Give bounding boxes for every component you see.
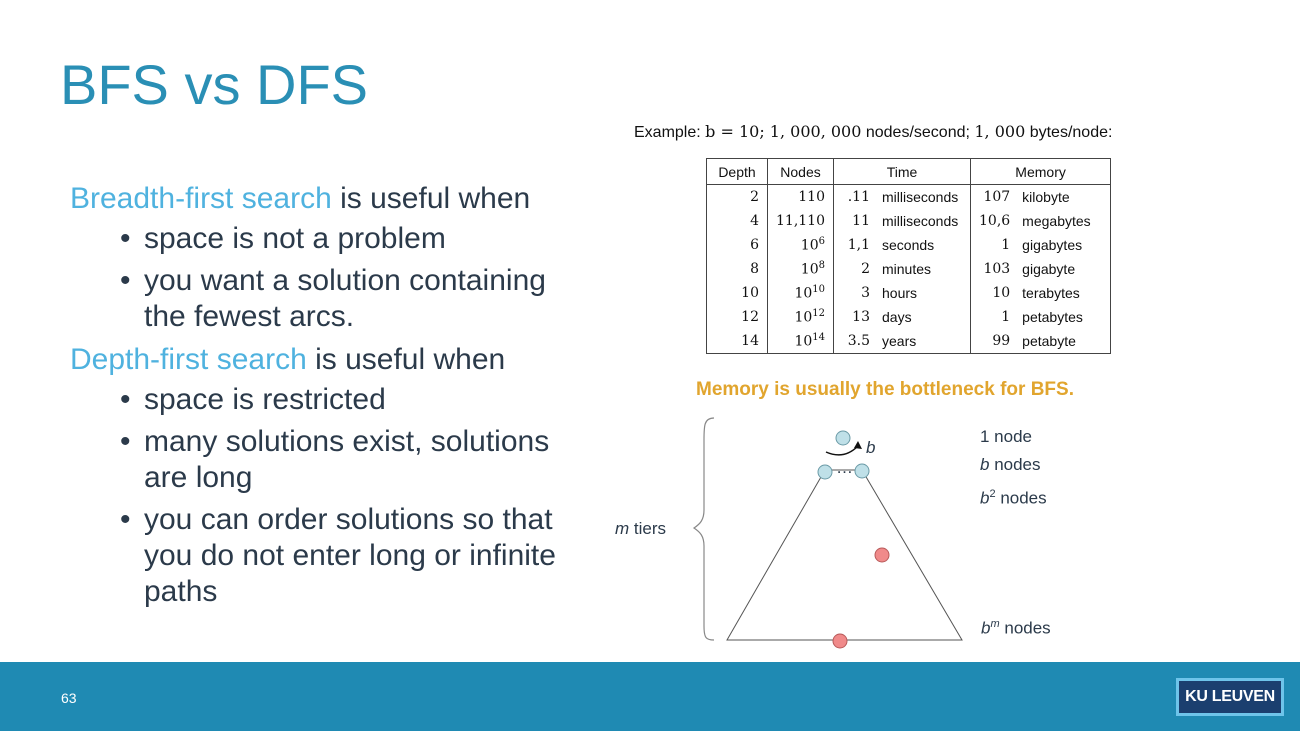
cell-nodes — [768, 329, 834, 354]
tiers-text: tiers — [629, 519, 667, 538]
level-text: nodes — [999, 618, 1051, 638]
cell-depth: 12 — [707, 305, 768, 329]
example-unit-1: nodes/second; — [861, 124, 975, 141]
cell-nodes — [768, 305, 834, 329]
level-text: nodes — [995, 488, 1047, 508]
nodes-exponent: 12 — [812, 308, 825, 320]
nodes-base: 10 — [800, 261, 819, 278]
header-time: Time — [834, 159, 971, 185]
level-var: b — [981, 618, 991, 638]
dfs-heading-rest: is useful when — [306, 343, 506, 376]
cell-depth: 2 — [707, 185, 768, 210]
nodes-base: 110 — [798, 189, 825, 205]
children-ellipsis: … — [836, 458, 853, 477]
table-row — [707, 329, 1111, 354]
cell-memory-unit: petabytes — [1014, 305, 1111, 329]
bfs-tree-diagram — [600, 410, 1300, 667]
bfs-bullet-text: you want a solution containing the fewest arcs. — [144, 264, 546, 333]
cell-depth: 14 — [707, 329, 768, 354]
table-row — [707, 281, 1111, 305]
dfs-heading — [70, 341, 590, 379]
dfs-bullet-list — [70, 382, 590, 610]
root-node — [836, 431, 850, 445]
nodes-base: 10 — [794, 333, 813, 350]
dfs-bullet — [120, 502, 590, 610]
header-depth: Depth — [707, 159, 768, 185]
cell-depth: 4 — [707, 209, 768, 233]
example-math-1: b = 10; 1, 000, 000 — [705, 122, 862, 141]
table-header-row — [707, 159, 1111, 185]
table-row — [707, 305, 1111, 329]
cell-time-value: .11 — [847, 189, 870, 205]
complexity-table — [706, 158, 1111, 354]
bfs-bullet — [120, 263, 590, 335]
cell-time-unit: years — [874, 329, 971, 354]
cell-memory-value: 107 — [983, 189, 1011, 205]
cell-time-value: 1,1 — [847, 237, 870, 253]
cell-memory-unit: petabyte — [1014, 329, 1111, 354]
level-exp — [990, 618, 999, 630]
cell-time-value: 11 — [852, 213, 870, 229]
nodes-exponent: 14 — [812, 332, 825, 344]
cell-nodes — [768, 233, 834, 257]
tree-svg — [600, 410, 1300, 662]
cell-time-value: 2 — [861, 261, 870, 277]
example-math-2: 1, 000 — [974, 122, 1026, 141]
nodes-exponent: 8 — [818, 260, 825, 272]
bullet-glyph: • — [120, 264, 131, 297]
tiers-var: m — [615, 519, 630, 538]
level-text: nodes — [989, 455, 1041, 474]
page-number: 63 — [61, 690, 77, 706]
example-unit-2: bytes/node: — [1025, 124, 1113, 141]
cell-depth: 6 — [707, 233, 768, 257]
bullet-glyph: • — [120, 425, 131, 458]
cell-time-unit: milliseconds — [874, 209, 971, 233]
table-row — [707, 233, 1111, 257]
nodes-exponent: 6 — [818, 236, 825, 248]
tiers-label — [615, 519, 666, 539]
cell-nodes — [768, 185, 834, 210]
cell-memory-unit: gigabyte — [1014, 257, 1111, 281]
content-left — [70, 180, 590, 616]
level-var: b — [980, 488, 990, 508]
cell-memory-value: 10 — [992, 285, 1011, 301]
dfs-bullet-text: many solutions exist, solutions are long — [144, 425, 550, 494]
cell-memory-value: 10,6 — [979, 213, 1011, 229]
bfs-bullet-list — [70, 221, 590, 335]
cell-memory-unit: gigabytes — [1014, 233, 1111, 257]
cell-memory-value: 99 — [971, 329, 1015, 354]
child-node-left — [818, 465, 832, 479]
example-prefix: Example: — [634, 124, 706, 141]
cell-time-unit: milliseconds — [874, 185, 971, 210]
cell-depth: 10 — [707, 281, 768, 305]
bullet-glyph: • — [120, 222, 131, 255]
cell-nodes — [768, 257, 834, 281]
bullet-glyph: • — [120, 383, 131, 416]
nodes-base: 10 — [794, 285, 813, 302]
level-label — [980, 427, 1032, 447]
cell-time-unit: minutes — [874, 257, 971, 281]
dfs-bullet — [120, 424, 590, 496]
table-body — [707, 185, 1111, 354]
tree-triangle — [727, 470, 962, 640]
table-row — [707, 209, 1111, 233]
header-memory: Memory — [971, 159, 1111, 185]
branch-factor-var: b — [866, 438, 876, 457]
cell-depth: 8 — [707, 257, 768, 281]
level-label — [980, 488, 1047, 509]
branch-arrow-head — [854, 441, 862, 449]
cell-time-value: 13 — [852, 309, 870, 325]
dfs-bullet — [120, 382, 590, 418]
bfs-highlight: Breadth-first search — [70, 182, 332, 215]
cell-nodes — [768, 281, 834, 305]
table-row — [707, 257, 1111, 281]
level-text: 1 node — [980, 427, 1032, 446]
cell-nodes — [768, 209, 834, 233]
cell-memory-unit: terabytes — [1014, 281, 1111, 305]
footer-bar — [0, 662, 1300, 731]
nodes-base: 11,110 — [776, 213, 825, 229]
dfs-bullet-text: you can order solutions so that you do not enter long or infinite paths — [144, 503, 556, 608]
dfs-bullet-text: space is restricted — [144, 383, 386, 416]
bfs-bullet-text: space is not a problem — [144, 222, 446, 255]
goal-node-bottom — [833, 634, 847, 648]
nodes-exponent: 10 — [812, 284, 825, 296]
cell-time-value: 3.5 — [834, 329, 875, 354]
cell-memory-value: 1 — [1001, 237, 1011, 253]
bfs-heading-rest: is useful when — [331, 182, 531, 215]
level-label — [981, 618, 1051, 639]
slide-title: BFS vs DFS — [60, 53, 369, 116]
cell-memory-value: 103 — [983, 261, 1011, 277]
bfs-bullet — [120, 221, 590, 257]
child-node-right — [855, 464, 869, 478]
level-exp-var: m — [990, 618, 1000, 630]
bfs-heading — [70, 180, 590, 218]
cell-time-unit: days — [874, 305, 971, 329]
level-label — [980, 455, 1041, 475]
goal-node-mid — [875, 548, 889, 562]
branch-factor-label — [866, 438, 875, 458]
branch-arrow — [826, 446, 858, 455]
dfs-highlight: Depth-first search — [70, 343, 307, 376]
cell-time-value: 3 — [861, 285, 870, 301]
cell-memory-unit: megabytes — [1014, 209, 1111, 233]
example-line — [634, 122, 1112, 142]
bullet-glyph: • — [120, 503, 131, 536]
bottleneck-note: Memory is usually the bottleneck for BFS. — [696, 379, 1074, 400]
nodes-base: 10 — [794, 309, 813, 326]
tiers-brace — [694, 418, 714, 640]
cell-memory-unit: kilobyte — [1014, 185, 1111, 210]
nodes-base: 10 — [800, 237, 819, 254]
header-nodes: Nodes — [768, 159, 834, 185]
table-row — [707, 185, 1111, 210]
cell-time-unit: hours — [874, 281, 971, 305]
cell-time-unit: seconds — [874, 233, 971, 257]
level-var: b — [980, 455, 990, 474]
ku-leuven-logo: KU LEUVEN — [1176, 678, 1284, 716]
level-exp: 2 — [989, 488, 996, 500]
cell-memory-value: 1 — [1001, 309, 1011, 325]
